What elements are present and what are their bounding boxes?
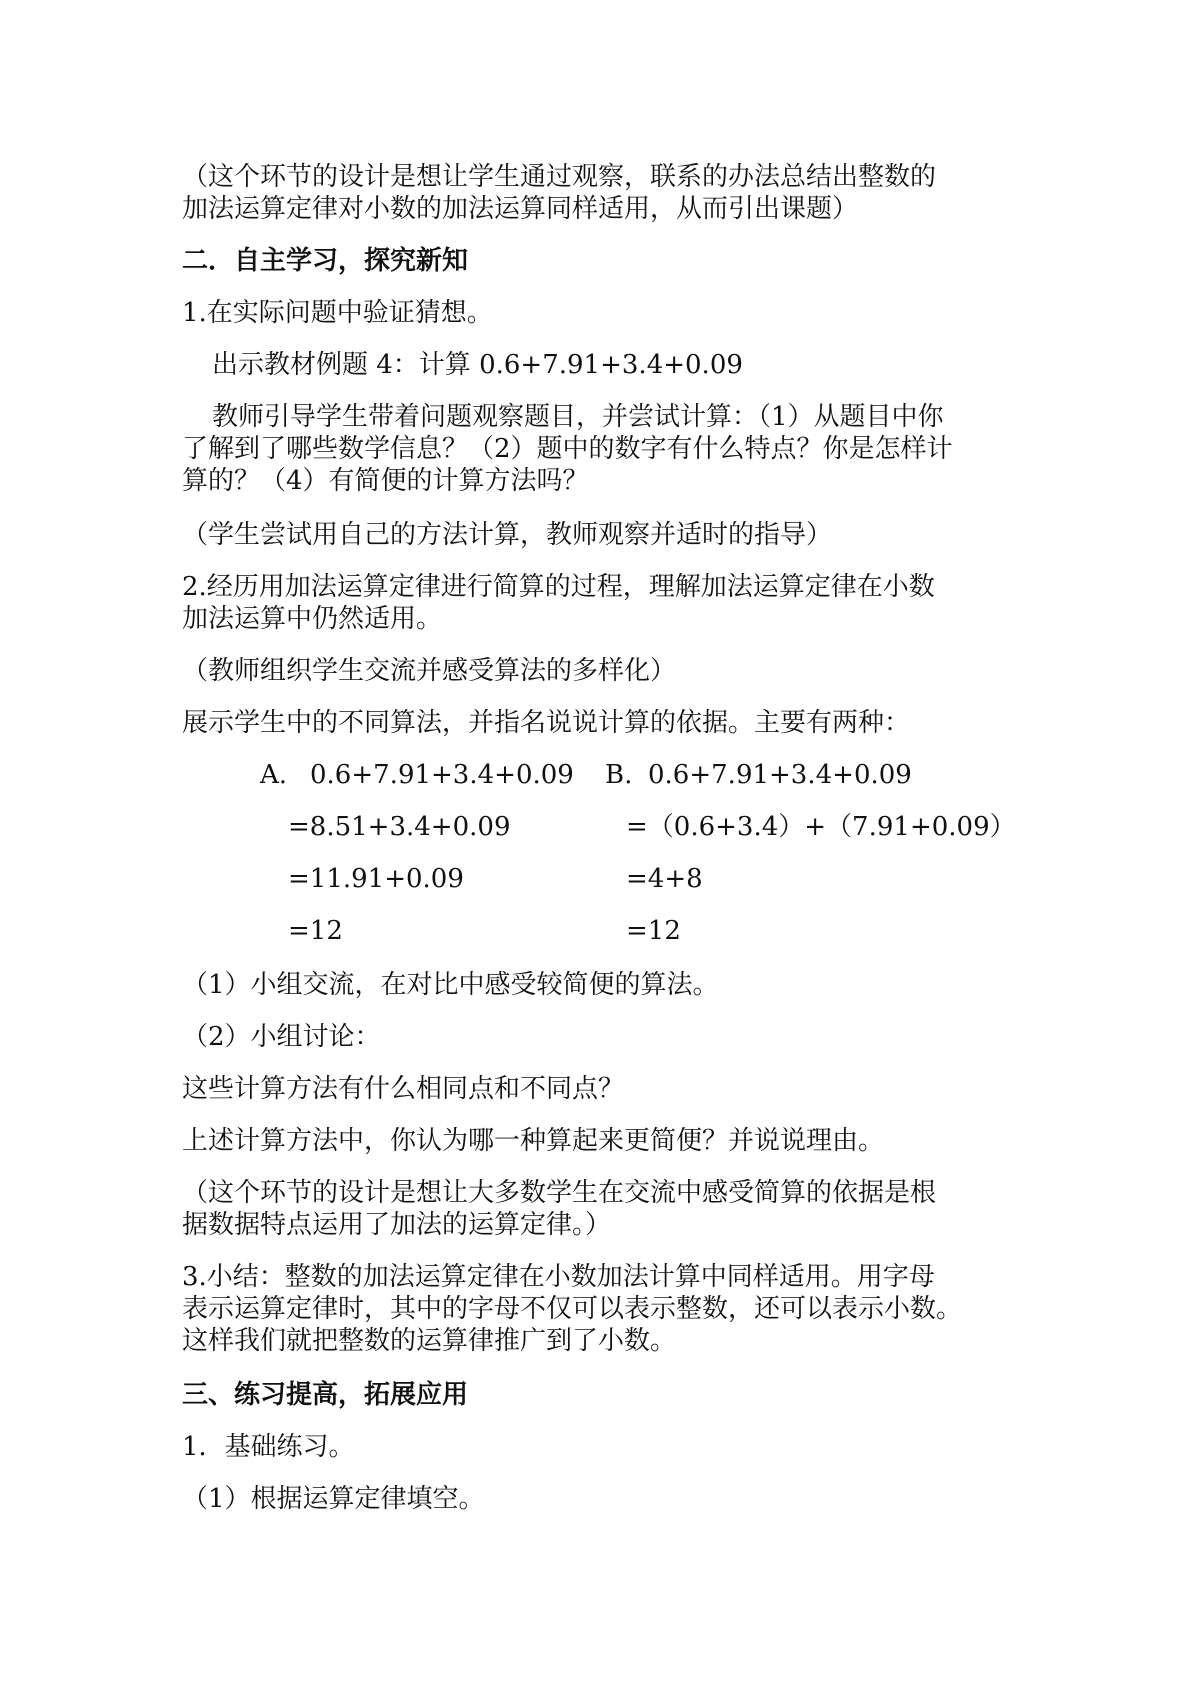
paragraph-teacher-organize: （教师组织学生交流并感受算法的多样化）	[182, 656, 677, 686]
paragraph-group-discuss: （2）小组讨论：	[182, 1022, 381, 1052]
section-heading-three: 三、练习提高，拓展应用	[182, 1380, 469, 1410]
paragraph-show-methods: 展示学生中的不同算法，并指名说说计算的依据。主要有两种：	[182, 708, 911, 738]
method-b-label: B.	[605, 760, 633, 790]
paragraph-summary-line3: 这样我们就把整数的运算律推广到了小数。	[182, 1326, 677, 1356]
paragraph-example-4: 出示教材例题 4：计算 0.6+7.91+3.4+0.09	[212, 350, 743, 380]
paragraph-step-2-line2: 加法运算中仍然适用。	[182, 604, 443, 634]
paragraph-summary-line1: 3.小结：整数的加法运算定律在小数加法计算中同样适用。用字母	[182, 1262, 935, 1292]
section-heading-two: 二．自主学习，探究新知	[182, 246, 469, 276]
method-a-step: =12	[288, 916, 343, 946]
paragraph-design-note-line2: 据数据特点运用了加法的运算定律。）	[182, 1210, 612, 1240]
method-a-step: =11.91+0.09	[288, 864, 464, 894]
paragraph-basic-practice: 1．基础练习。	[182, 1432, 355, 1462]
paragraph-step-1: 1.在实际问题中验证猜想。	[182, 298, 493, 328]
method-a-step: 0.6+7.91+3.4+0.09	[310, 760, 574, 790]
paragraph-teacher-guide-line1: 教师引导学生带着问题观察题目，并尝试计算：（1）从题目中你	[212, 402, 944, 432]
paragraph-fill-blank: （1）根据运算定律填空。	[182, 1484, 485, 1514]
paragraph-design-note-line1: （这个环节的设计是想让大多数学生在交流中感受简算的依据是根	[182, 1178, 937, 1208]
method-b-step: =（0.6+3.4）+（7.91+0.09）	[626, 812, 1016, 842]
paragraph-intro-note-line2: 加法运算定律对小数的加法运算同样适用，从而引出课题）	[182, 194, 859, 224]
paragraph-step-2-line1: 2.经历用加法运算定律进行简算的过程，理解加法运算定律在小数	[182, 572, 935, 602]
method-b-step: =12	[626, 916, 681, 946]
method-b-step: =4+8	[626, 864, 703, 894]
paragraph-question-similar: 这些计算方法有什么相同点和不同点？	[182, 1074, 625, 1104]
paragraph-student-try: （学生尝试用自己的方法计算，教师观察并适时的指导）	[182, 520, 833, 550]
method-a-step: =8.51+3.4+0.09	[288, 812, 511, 842]
paragraph-question-simpler: 上述计算方法中，你认为哪一种算起来更简便？并说说理由。	[182, 1126, 885, 1156]
paragraph-summary-line2: 表示运算定律时，其中的字母不仅可以表示整数，还可以表示小数。	[182, 1294, 963, 1324]
paragraph-intro-note-line1: （这个环节的设计是想让学生通过观察，联系的办法总结出整数的	[182, 162, 937, 192]
method-a-label: A.	[260, 760, 288, 790]
paragraph-teacher-guide-line2: 了解到了哪些数学信息？（2）题中的数字有什么特点？你是怎样计	[182, 434, 953, 464]
paragraph-group-exchange: （1）小组交流，在对比中感受较简便的算法。	[182, 970, 719, 1000]
method-b-step: 0.6+7.91+3.4+0.09	[648, 760, 912, 790]
paragraph-teacher-guide-line3: 算的？（4）有简便的计算方法吗？	[182, 466, 589, 496]
